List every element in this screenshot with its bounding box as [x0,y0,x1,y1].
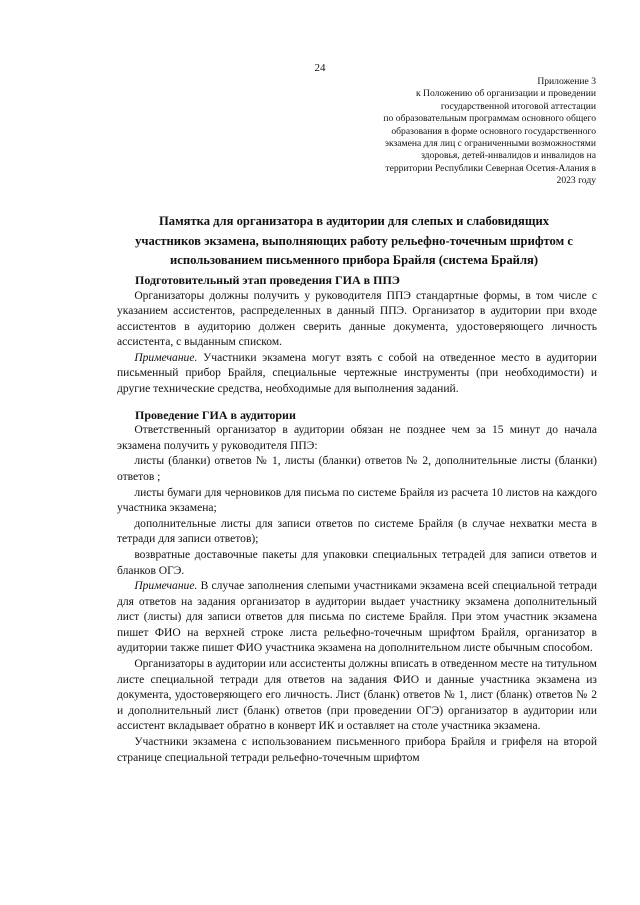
appendix-line: Приложение 3 [537,76,596,87]
appendix-line: экзамена для лиц с ограниченными возможностями [384,138,596,150]
note-label: Примечание. [134,580,198,593]
appendix-line: по образовательным программам основного общего [383,113,596,125]
list-item-extra-sheets: дополнительные листы для записи ответов по системе Брайля (в случае нехватки места в тетради для записи ответов); [117,517,597,546]
list-item-return-packets: возвратные доставочные пакеты для упаковки специальных тетрадей для записи ответов и бланков ОГЭ. [117,548,597,577]
appendix-line: 2023 году [556,175,596,187]
appendix-line: к Положению об организации и проведении [416,88,596,100]
title-line: Памятка для организатора в аудитории для слепых и слабовидящих [159,214,549,228]
page-number: 24 [314,62,326,74]
paragraph-organizer-duty: Ответственный организатор в аудитории обязан не позднее чем за 15 минут до начала экзамена получить у руководителя ППЭ: [117,424,597,452]
note-label: Примечание. [134,351,198,364]
appendix-line: государственной итоговой аттестации [440,100,596,112]
document-title [104,212,604,271]
section-heading-preparation: Подготовительный этап проведения ГИА в ППЭ [135,273,400,287]
note-paragraph [117,351,597,398]
paragraph-braille-writing: Участники экзамена с использованием письменного прибора Брайля и грифеля на второй странице специальной тетради рельефно-точечным шрифтом [117,736,597,764]
title-line: участников экзамена, выполняющих работу рельефно-точечным шрифтом с [135,233,573,248]
list-item-answer-sheets: листы (бланки) ответов № 1, листы (бланки) ответов № 2, дополнительные листы (бланки) ответов ; [117,455,597,483]
note-text: Участники экзамена могут взять с собой на отведенное место в аудитории письменный прибор Брайля, специальные чертежные инструменты (при необходимости) и другие технические средства, необходимые для выполнения заданий. [117,351,597,396]
note-paragraph [117,579,597,657]
appendix-line: территории Республики Северная Осетия-Алания в [385,162,596,174]
list-item-draft-sheets: листы бумаги для черновиков для письма по системе Брайля из расчета 10 листов на каждого участника экзамена; [117,486,597,515]
appendix-reference [316,76,596,188]
document-body [117,272,597,766]
note-text: В случае заполнения слепыми участниками экзамена всей специальной тетради для ответов на задания организатор в аудитории выдает участнику экзамена дополнительный лист (листы) для записи ответов для письма по системе Брайля. При этом участник экзамена пишет ФИО на верхней строке листа рельефно-точечным шрифтом Брайля, организатор в аудитории также пишет ФИО участника экзамена на дополнительном листе обычным способом. [117,580,597,655]
paragraph-forms: Организаторы должны получить у руководителя ППЭ стандартные формы, в том числе с указанием ассистентов, распределенных в данный ППЭ. Организатор в аудитории при входе ассистентов в аудиторию должен сверить данные документа, удостоверяющего личность ассистента, с выданным списком. [117,289,597,349]
appendix-line: здоровья, детей-инвалидов и инвалидов на [421,150,596,162]
title-line: использованием письменного прибора Брайля (система Брайля) [169,253,539,267]
appendix-line: образования в форме основного государственного [391,125,596,137]
paragraph-title-page: Организаторы в аудитории или ассистенты должны вписать в отведенном месте на титульном листе специальной тетради для ответов на задания ФИО и данные участника экзамена из документа, удостоверяющего его личность. Лист (бланк) ответов № 1, лист (бланк) ответов № 2 и дополнительный лист (бланк) ответов (при проведении ОГЭ) организатор в аудитории или ассистент вкладывает обратно в конверт ИК и оставляет на столе участника экзамена. [117,658,597,733]
section-heading-conduct: Проведение ГИА в аудитории [135,407,296,422]
